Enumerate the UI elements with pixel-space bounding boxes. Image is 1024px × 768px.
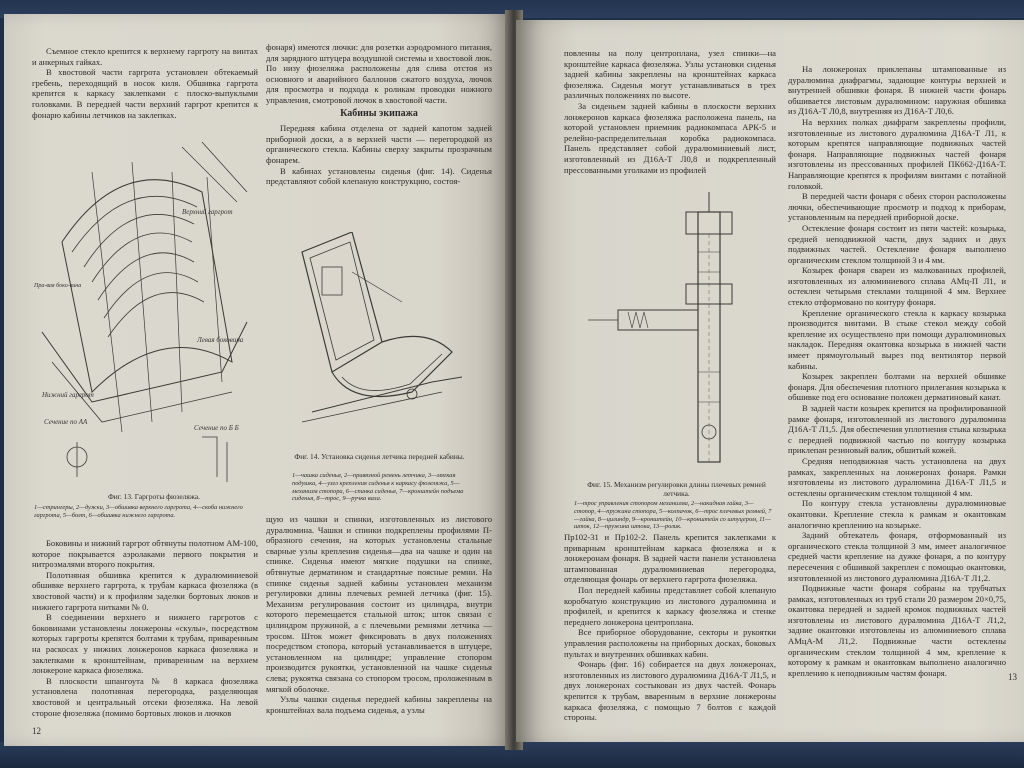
figure-15-legend: 1—трос управления стопором механизма, 2—накидная гайка, 3—стопор, 4—пружина стопора, 5—колпачок, 6—трос плечевых ремней, 7—гайка, 8—цилиндр, 9—кронштейн, 10—кронштейн со штуцером, 11—шток, 12—пружина штока, 13—ролик. <box>574 500 772 531</box>
figure-15-caption: Фиг. 15. Механизм регулировки длины плечевых ремней летчика. <box>587 480 766 498</box>
paragraph: Узлы чашки сиденья передней кабины закреплены на кронштейнах вала подъема сиденья, а узлы <box>266 694 492 715</box>
paragraph: Подвижные части фонаря собраны на трубчатых рамках, изготовленных из труб стали 20 размером 20×0,75, окантовка передней и задней кромок подвижных частей изготовлены из листового дуралюмина Д16А-Т Л1,2, задние окантовки изготовлены из алюминиевого сплава АМцА-М Л1,2. Подвижные части остеклены органическим стеклом толщиной 4 мм, крепление к которому к рамкам и окантовкам выполнено аналогично креплению к неподвижным частям фонаря. <box>788 583 1006 678</box>
paragraph: Пр102-31 и Пр102-2. Панель крепится заклепками к приварным кронштейнам каркаса фюзеляжа и к лонжеронам фонаря. В задней части панели установлена штампованная дуралюминиевая перегородка, отделяющая фонарь от верхнего гаргрота фюзеляжа. <box>564 532 776 585</box>
right-col1-top <box>564 48 776 175</box>
paragraph: Передняя кабина отделена от задней капотом задней приборной доски, а в верхней части — перегородкой из органического стекла. Кабины сверху закрыты прозрачным фонарем. <box>266 123 492 165</box>
figure-15-mechanism-drawing <box>578 192 778 482</box>
paragraph: За сиденьем задней кабины в плоскости верхних лонжеронов каркаса фюзеляжа расположена панель, на которой установлен приемник радиокомпаса АРК-5 и релейно-распределительная коробка радиокомпаса. Панель представляет собой дуралюминиевый лист, изготовленный из Д16А-Т Л0,8 и подкрепленный прессованными уголками из профилей <box>564 100 776 175</box>
paragraph: На верхних полках диафрагм закреплены профили, изготовленные из листового дуралюмина Д16А-Т Л1, к которым крепятся направляющие подвижных частей фонаря. Направляющие подвижных частей фонаря изготовлены из прессованных профилей ПК662-Д16А-Т. Направляющие крепятся к профилям винтами с потайной головкой. <box>788 116 1006 191</box>
paragraph: повленны на полу центроплана, узел спинки—на кронштейне каркаса фюзеляжа. Узлы установки сиденья задней кабины закреплены на кронштейнах каркаса фюзеляжа. Сиденья могут устанавливаться в трех различных положениях по высоте. <box>564 48 776 101</box>
right-page <box>516 20 1024 742</box>
paragraph: В соединении верхнего и нижнего гаргротов с боковинами установлены лонжероны «скулы», посредством которых гаргроты крепятся болтами к трубам, приваренным на раскосах у нижних лонжеронов каркаса фюзеляжа и заклепками к кронштейнам, приваренным на верхнем лонжероне каркаса фюзеляжа. <box>32 612 258 676</box>
fig13-label-left-side: Левая боковина <box>197 336 244 344</box>
paragraph: Пол передней кабины представляет собой клепаную коробчатую конструкцию из листового дуралюмина и профилей, и крепится к каркасу фюзеляжа и стенке переднего лонжерона центроплана. <box>564 584 776 627</box>
paragraph: По контуру стекла установлены дуралюминовые окантовки. Крепление стекла к рамкам и окантовкам аналогично креплению на козырьке. <box>788 498 1006 530</box>
paragraph: Все приборное оборудование, секторы и рукоятки управления расположены на приборных досках, боковых пультах и внутренних обшивках кабин. <box>564 627 776 659</box>
right-col2 <box>788 64 1006 678</box>
paragraph: В кабинах установлены сиденья (фиг. 14). Сиденья представляют собой клепаную конструкцию, состоя- <box>266 165 492 187</box>
figure-13-caption: Фиг. 13. Гаргроты фюзеляжа. <box>107 492 201 501</box>
left-col2-bottom <box>266 514 492 715</box>
paragraph: Козырек фонаря сварен из малкованных профилей, изготовленных из алюминиевого сплава АМц-П Л1, и остеклен четырьмя стеклами толщиной 4 мм. Верхнее стекло отформовано по контуру фонаря. <box>788 265 1006 308</box>
left-page <box>4 14 514 746</box>
right-col1-bottom <box>564 532 776 723</box>
fig13-label-right-side: Пра-вая боко-вина <box>34 283 82 289</box>
figure-14-legend: 1—чашка сиденья, 2—привязной ремень летчика, 3—мягкая подушка, 4—узел крепления сиденья к каркасу фюзеляжа, 5—механизм стопора, 6—спинка сиденья, 7—кронштейн подъема сиденья, 8—трос, 9—ручка вала. <box>292 472 464 503</box>
fig13-label-section-aa: Сечение по АА <box>44 418 88 426</box>
paragraph: Полотняная обшивка крепится к дуралюминиевой обшивке верхнего гаргрота, к трубам каркаса фюзеляжа (в хвостовой части) и к профилям заделки бортовых люков и нижнего гаргрота нитками № 0. <box>32 569 258 612</box>
figure-14-seat-drawing <box>292 232 472 442</box>
paragraph: Крепление органического стекла к каркасу козырька производится винтами. В стыке стекол между собой крепление их осуществлено при помощи дуралюминовых накладок. Передняя окантовка козырька в нижней части имеет прямоугольный вырез под вентилятор первой кабины. <box>788 307 1006 371</box>
fig13-label-lower: Нижний гаргрот <box>42 391 94 399</box>
figure-13-gargrot-drawing <box>32 132 262 492</box>
paragraph: В хвостовой части гаргрота установлен обтекаемый гребень, переходящий в носок киля. Обшивка гаргрота крепится к каркасу заклепками с плоско-выпуклыми головками. В передней части верхний гаргрот крепится к фонарю кабины летчиков на заклепках. <box>32 67 258 120</box>
fig13-label-upper: Верхний гаргрот <box>182 208 233 216</box>
paragraph: На лонжеронах приклепаны штампованные из дуралюмина диафрагмы, задающие контуры верхней и внутренней обшивки фонаря. В нижней части фонарь обшивается листовым дуралюмином: наружная обшивка из Д16А-Т Л0,8, внутренняя из Д16А-Т Л0,6. <box>788 64 1006 117</box>
left-col1-top <box>32 46 258 120</box>
paragraph: Средняя неподвижная часть установлена на двух рамках, закрепленных на лонжеронах фонаря. Рамки изготовлены из листового дуралюмина Д16А-Т Л1,5 и остеклены органическим стеклом толщиной 4 мм. <box>788 455 1006 498</box>
section-heading: Кабины экипажа <box>340 107 418 119</box>
paragraph: Съемное стекло крепится к верхнему гаргроту на винтах и анкерных гайках. <box>32 46 258 67</box>
figure-13-legend: 1—стрингеры, 2—дужки, 3—обшивка верхнего гаргрота, 4—скоба нижнего гаргрота, 5—болт, 6—обшивка нижнего гаргрота. <box>34 504 243 519</box>
paragraph: В задней части козырек крепится на профилированной рамке фонаря, изготовленной из листового дуралюмина Д16А-Т Л1,5. Для обеспечения уплотнения стыка козырька с передней подвижной частью по контуру козырька приклепан резиновый валик, обшитый кожей. <box>788 403 1006 456</box>
paragraph: В передней части фонаря с обеих сторон расположены лючки, обеспечивающие просмотр и подход к приборам, установленным на передней приборной доске. <box>788 191 1006 223</box>
page-number-left: 12 <box>32 726 41 736</box>
page-number-right: 13 <box>1008 672 1017 682</box>
figure-14-caption: Фиг. 14. Установка сиденья летчика передней кабины. <box>294 452 465 461</box>
paragraph: В плоскости шпангоута № 8 каркаса фюзеляжа установлена полотняная перегородка, разделяющая хвостовой и центральный отсеки фюзеляжа. На левой стороне фюзеляжа (помимо бортовых люков и лючков <box>32 675 258 718</box>
paragraph: Козырек закреплен болтами на верхней обшивке фонаря. Для обеспечения плотного прилегания козырька к обшивке под его основание положен дерматиновый канат. <box>788 371 1006 403</box>
left-col2-top <box>266 42 492 187</box>
paragraph: щую из чашки и спинки, изготовленных из листового дуралюмина. Чашки и спинки подкреплены профилями П-образного сечения, на которых установлены стальные сварные узлы крепления сиденья—два на чашке и один на спинке. Сиденья имеют мягкие подушки на спинке, обтянутые дерматином и стандартные поясные ремни. На спинке сиденья задней кабины установлен механизм регулировки длины плечевых ремней летчика (фиг. 15). Механизм регулирования состоит из цилиндра, внутри которого перемещается стальной шток; шток связан с цилиндром пружиной, а с плечевыми ремнями летчика — тросом. Шток может фиксировать в двух положениях посредством стопора, который устанавливается в штуцере, установленном на цилиндре; управление стопором производится рукоятки, установленной на чашке сиденья слева; рукоятка связана со стопором тросом, проложенным в мягкой оболочке. <box>266 514 492 694</box>
fig13-label-section-bb: Сечение по Б Б <box>194 424 239 432</box>
paragraph: Остекление фонаря состоит из пяти частей: козырька, средней неподвижной части, двух задних и двух подвижных частей. Остекление фонаря выполнено органическим стеклом толщиной 3 и 4 мм. <box>788 222 1006 265</box>
paragraph: Задний обтекатель фонаря, отформованный из органического стекла толщиной 3 мм, имеет аналогичное средней части крепление на дужке фонаря, а по контуру пересечения с обшивкой закреплен с помощью окантовки, изготовленной из листового дуралюмина Д16А-Т Л1,2. <box>788 530 1006 583</box>
paragraph: Боковины и нижний гаргрот обтянуты полотном АМ-100, которое покрывается аэролаками первого покрытия и нитроэмалями второго покрытия. <box>32 538 258 570</box>
paragraph: фонаря) имеются лючки: для розетки аэродромного питания, для зарядного штуцера воздушной системы и хвостовой люк. По низу фюзеляжа расположены для слива отстоя из основного и аварийного баллонов сжатого воздуха, лючок для просмотра и подхода к роликам проводки ножного управления, смотровой лючок в хвостовой части. <box>266 42 492 105</box>
left-col1-bottom <box>32 538 258 718</box>
paragraph: Фонарь (фиг. 16) собирается на двух лонжеронах, изготовленных из листового дуралюмина Д16А-Т Л1,5, и двух лонжеронах состыкован из двух частей. Фонарь крепится к трубам, вваренным в верхние лонжероны каркаса фюзеляжа, с помощью 7 болтов с каждой стороны. <box>564 659 776 723</box>
